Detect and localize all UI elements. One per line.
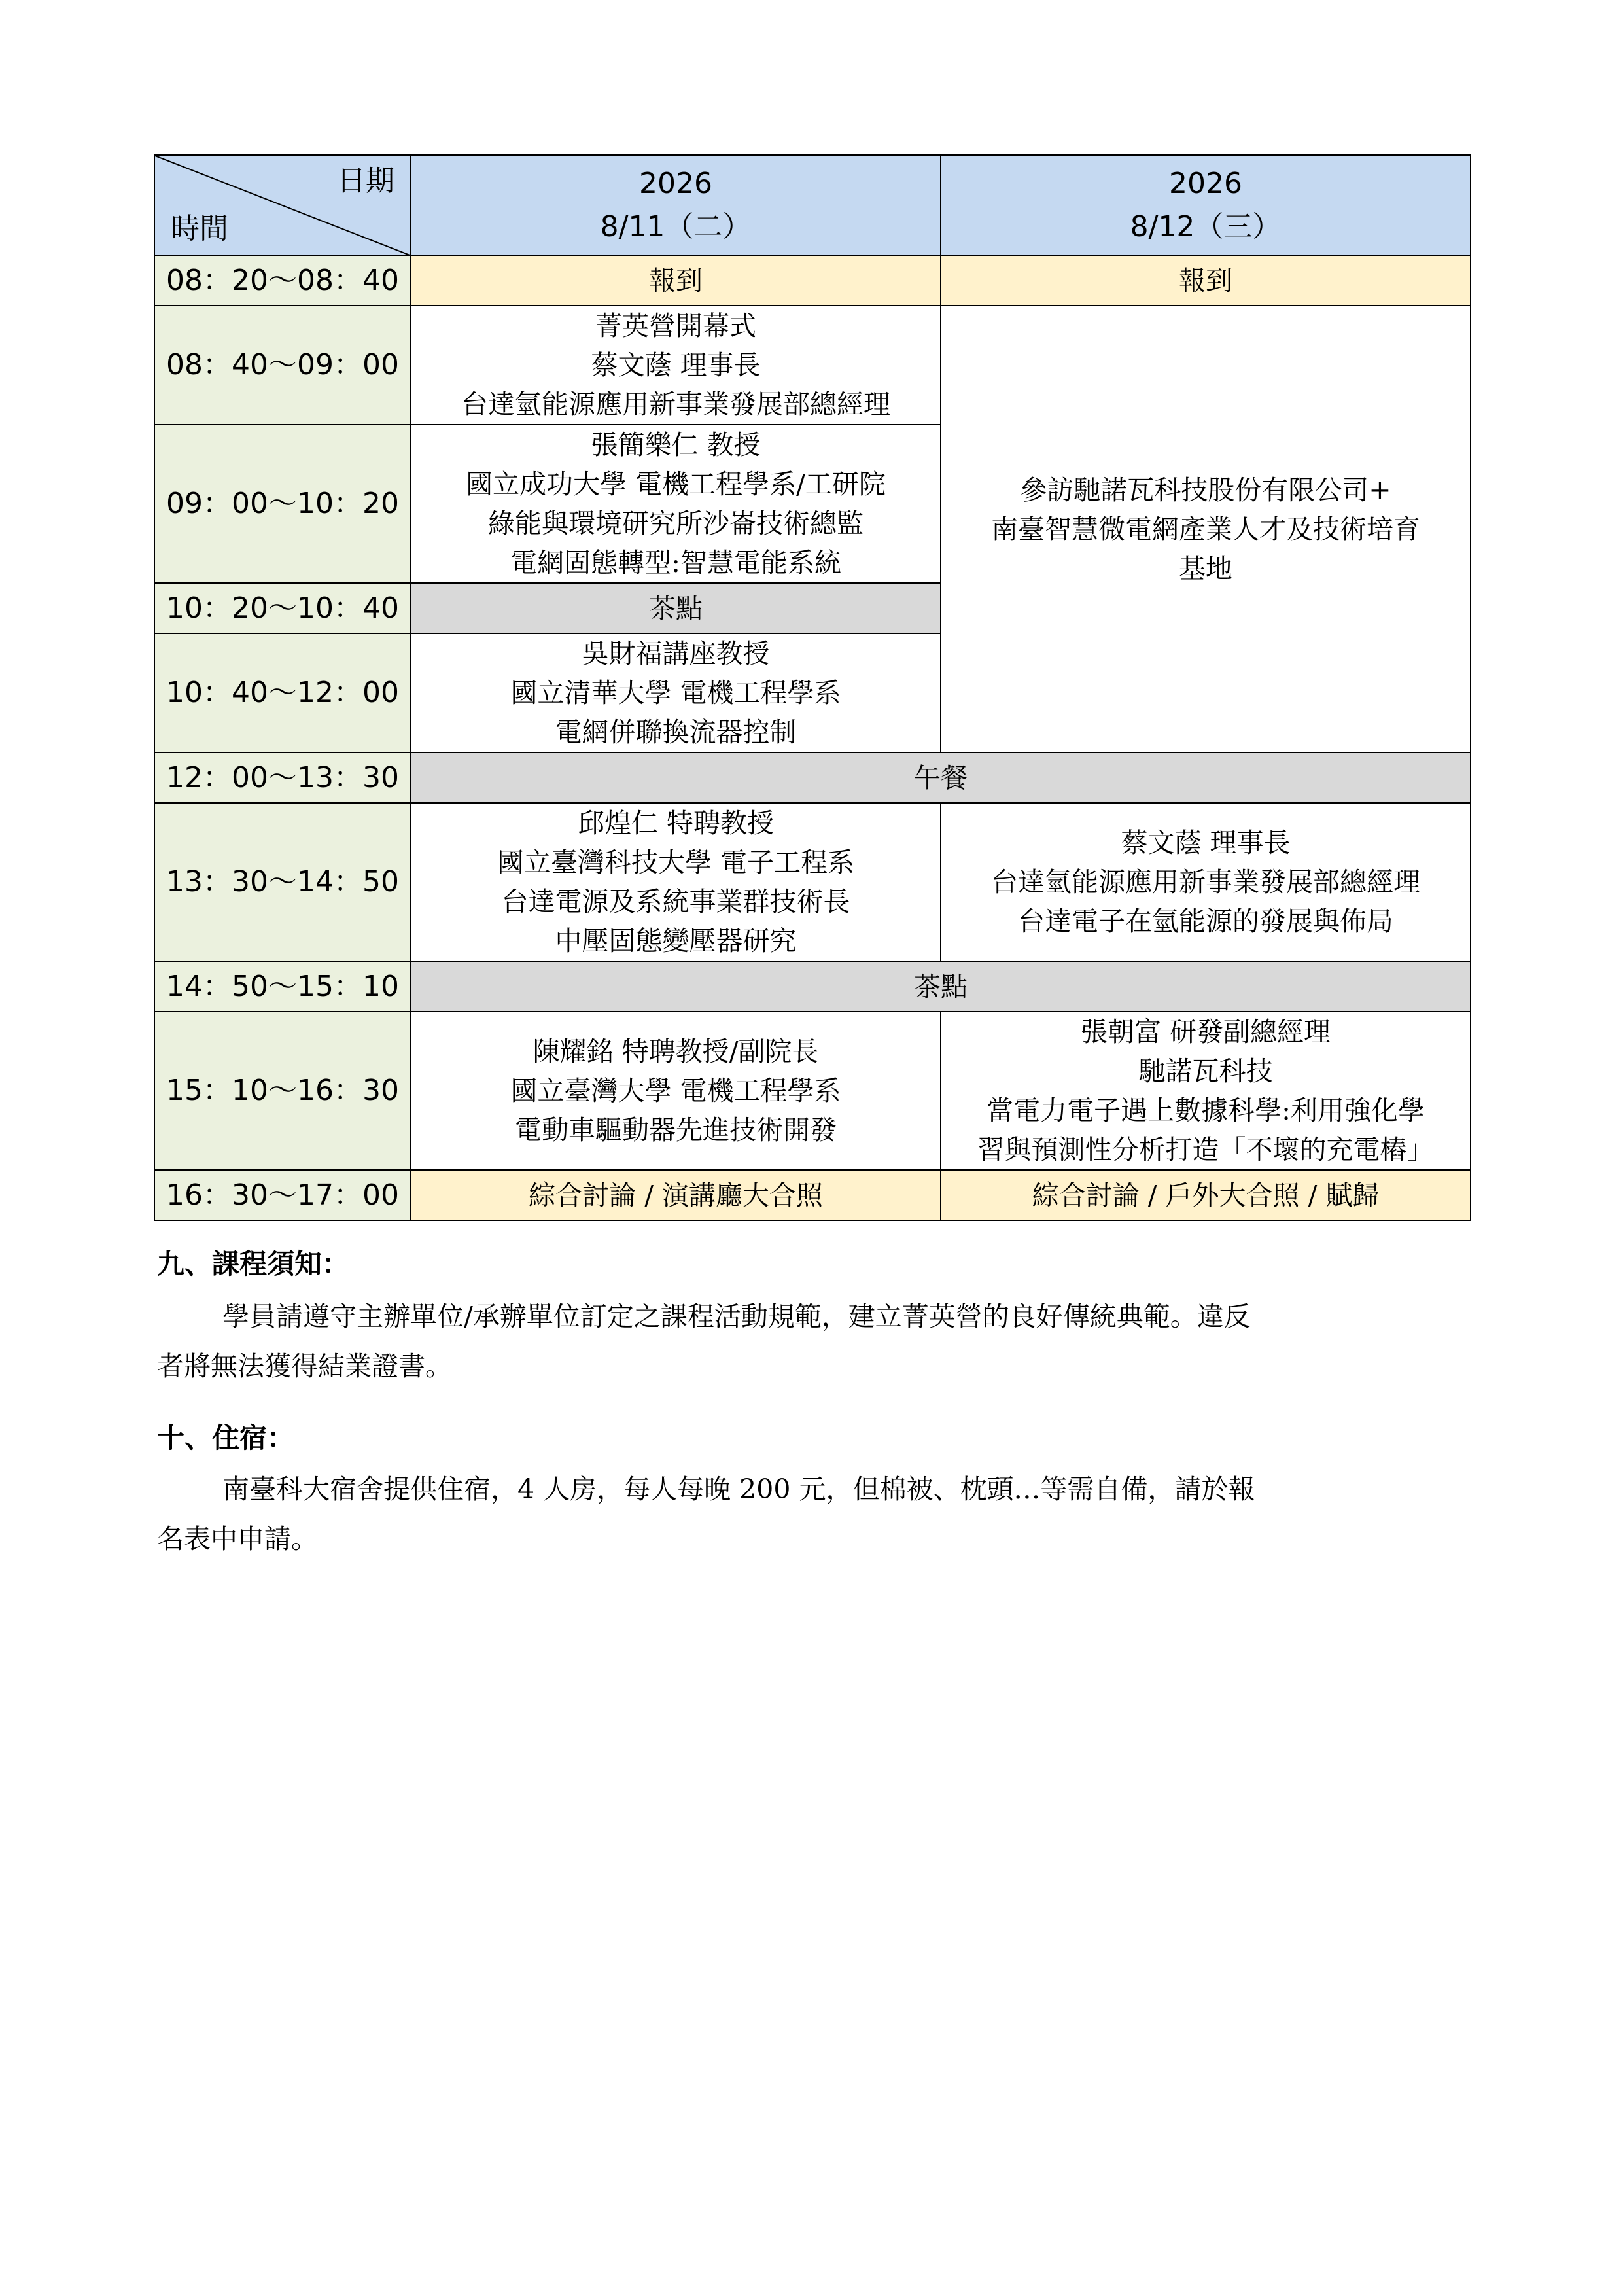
time-slot: 14：50～15：10 xyxy=(154,961,411,1012)
day1-header xyxy=(411,155,941,255)
time-slot: 08：40～09：00 xyxy=(154,306,411,425)
session-line: 當電力電子遇上數據科學:利用強化學 xyxy=(986,1095,1425,1126)
session-line: 台達電子在氫能源的發展與佈局 xyxy=(1018,906,1393,937)
session-line: 國立臺灣科技大學 電子工程系 xyxy=(497,847,855,878)
day1-year: 2026 xyxy=(639,166,712,200)
section-nine-line-1: 學員請遵守主辦單位/承辦單位訂定之課程活動規範，建立菁英營的良好傳統典範。違反 xyxy=(222,1301,1251,1332)
session-cell-visit xyxy=(941,306,1471,752)
table-corner-cell xyxy=(154,155,411,255)
session-line: 茶點 xyxy=(649,592,703,624)
section-nine-heading: 九、課程須知： xyxy=(157,1248,350,1280)
session-line: 國立清華大學 電機工程學系 xyxy=(510,677,841,709)
session-line: 蔡文蔭 理事長 xyxy=(1121,827,1291,858)
session-line: 中壓固態變壓器研究 xyxy=(555,925,797,957)
session-cell xyxy=(411,425,941,583)
session-line: 國立臺灣大學 電機工程學系 xyxy=(510,1075,841,1106)
day2-header xyxy=(941,155,1471,255)
section-nine-paragraph xyxy=(157,1292,1472,1391)
session-line: 報到 xyxy=(649,264,703,296)
time-slot: 15：10～16：30 xyxy=(154,1012,411,1170)
session-line: 綜合討論 / 戶外大合照 / 賦歸 xyxy=(1032,1179,1380,1211)
time-slot: 08：20～08：40 xyxy=(154,255,411,306)
corner-time-label: 時間 xyxy=(171,212,228,245)
session-line: 南臺智慧微電網產業人才及技術培育 xyxy=(991,513,1420,545)
day2-date: 8/12（三） xyxy=(1130,209,1282,243)
session-line: 張朝富 研發副總經理 xyxy=(1080,1016,1331,1048)
session-cell xyxy=(941,255,1471,306)
time-slot: 10：20～10：40 xyxy=(154,583,411,633)
session-line: 基地 xyxy=(1179,552,1232,584)
corner-date-label: 日期 xyxy=(337,164,394,198)
section-nine-line-2: 者將無法獲得結業證書。 xyxy=(157,1351,452,1382)
session-line: 邱煌仁 特聘教授 xyxy=(577,807,775,839)
session-line: 綠能與環境研究所沙崙技術總監 xyxy=(488,508,864,539)
session-line: 習與預測性分析打造「不壞的充電樁」 xyxy=(977,1134,1434,1165)
session-cell xyxy=(411,306,941,425)
session-line: 午餐 xyxy=(914,762,968,794)
section-ten-paragraph xyxy=(157,1464,1472,1564)
session-cell xyxy=(411,1170,941,1220)
section-ten-line-2: 名表中申請。 xyxy=(157,1523,318,1555)
session-line: 台達氫能源應用新事業發展部總經理 xyxy=(461,389,890,420)
day1-date: 8/11（二） xyxy=(600,209,752,243)
schedule-table xyxy=(154,154,1471,1221)
session-line: 電動車驅動器先進技術開發 xyxy=(515,1114,837,1146)
session-line: 綜合討論 / 演講廳大合照 xyxy=(529,1179,823,1211)
time-slot: 09：00～10：20 xyxy=(154,425,411,583)
section-ten-heading: 十、住宿： xyxy=(157,1422,295,1454)
session-line: 報到 xyxy=(1179,264,1232,296)
session-line: 台達電源及系統事業群技術長 xyxy=(501,886,850,917)
session-line: 菁英營開幕式 xyxy=(595,310,756,342)
session-line: 蔡文蔭 理事長 xyxy=(591,349,761,381)
session-line: 茶點 xyxy=(914,970,968,1002)
session-line: 陳耀銘 特聘教授/副院長 xyxy=(532,1036,819,1067)
session-cell xyxy=(941,1170,1471,1220)
session-line: 電網併聯換流器控制 xyxy=(555,716,797,748)
session-cell-lunch xyxy=(411,752,1471,803)
session-line: 台達氫能源應用新事業發展部總經理 xyxy=(991,866,1420,898)
day2-year: 2026 xyxy=(1169,166,1242,200)
session-line: 電網固態轉型:智慧電能系統 xyxy=(510,547,841,578)
time-slot: 12：00～13：30 xyxy=(154,752,411,803)
section-ten-line-1: 南臺科大宿舍提供住宿，4 人房，每人每晚 200 元，但棉被、枕頭…等需自備，請於報 xyxy=(222,1474,1255,1505)
session-cell xyxy=(411,583,941,633)
session-cell xyxy=(411,255,941,306)
session-line: 吳財福講座教授 xyxy=(582,638,770,669)
time-slot: 10：40～12：00 xyxy=(154,633,411,752)
session-cell xyxy=(411,1012,941,1170)
session-cell xyxy=(941,803,1471,961)
session-line: 參訪馳諾瓦科技股份有限公司+ xyxy=(1020,474,1391,506)
session-cell xyxy=(941,1012,1471,1170)
time-slot: 13：30～14：50 xyxy=(154,803,411,961)
time-slot: 16：30～17：00 xyxy=(154,1170,411,1220)
session-line: 國立成功大學 電機工程學系/工研院 xyxy=(466,468,886,500)
session-line: 馳諾瓦科技 xyxy=(1138,1055,1273,1087)
session-cell xyxy=(411,803,941,961)
session-cell xyxy=(411,633,941,752)
session-line: 張簡樂仁 教授 xyxy=(591,429,761,461)
session-cell-break xyxy=(411,961,1471,1012)
